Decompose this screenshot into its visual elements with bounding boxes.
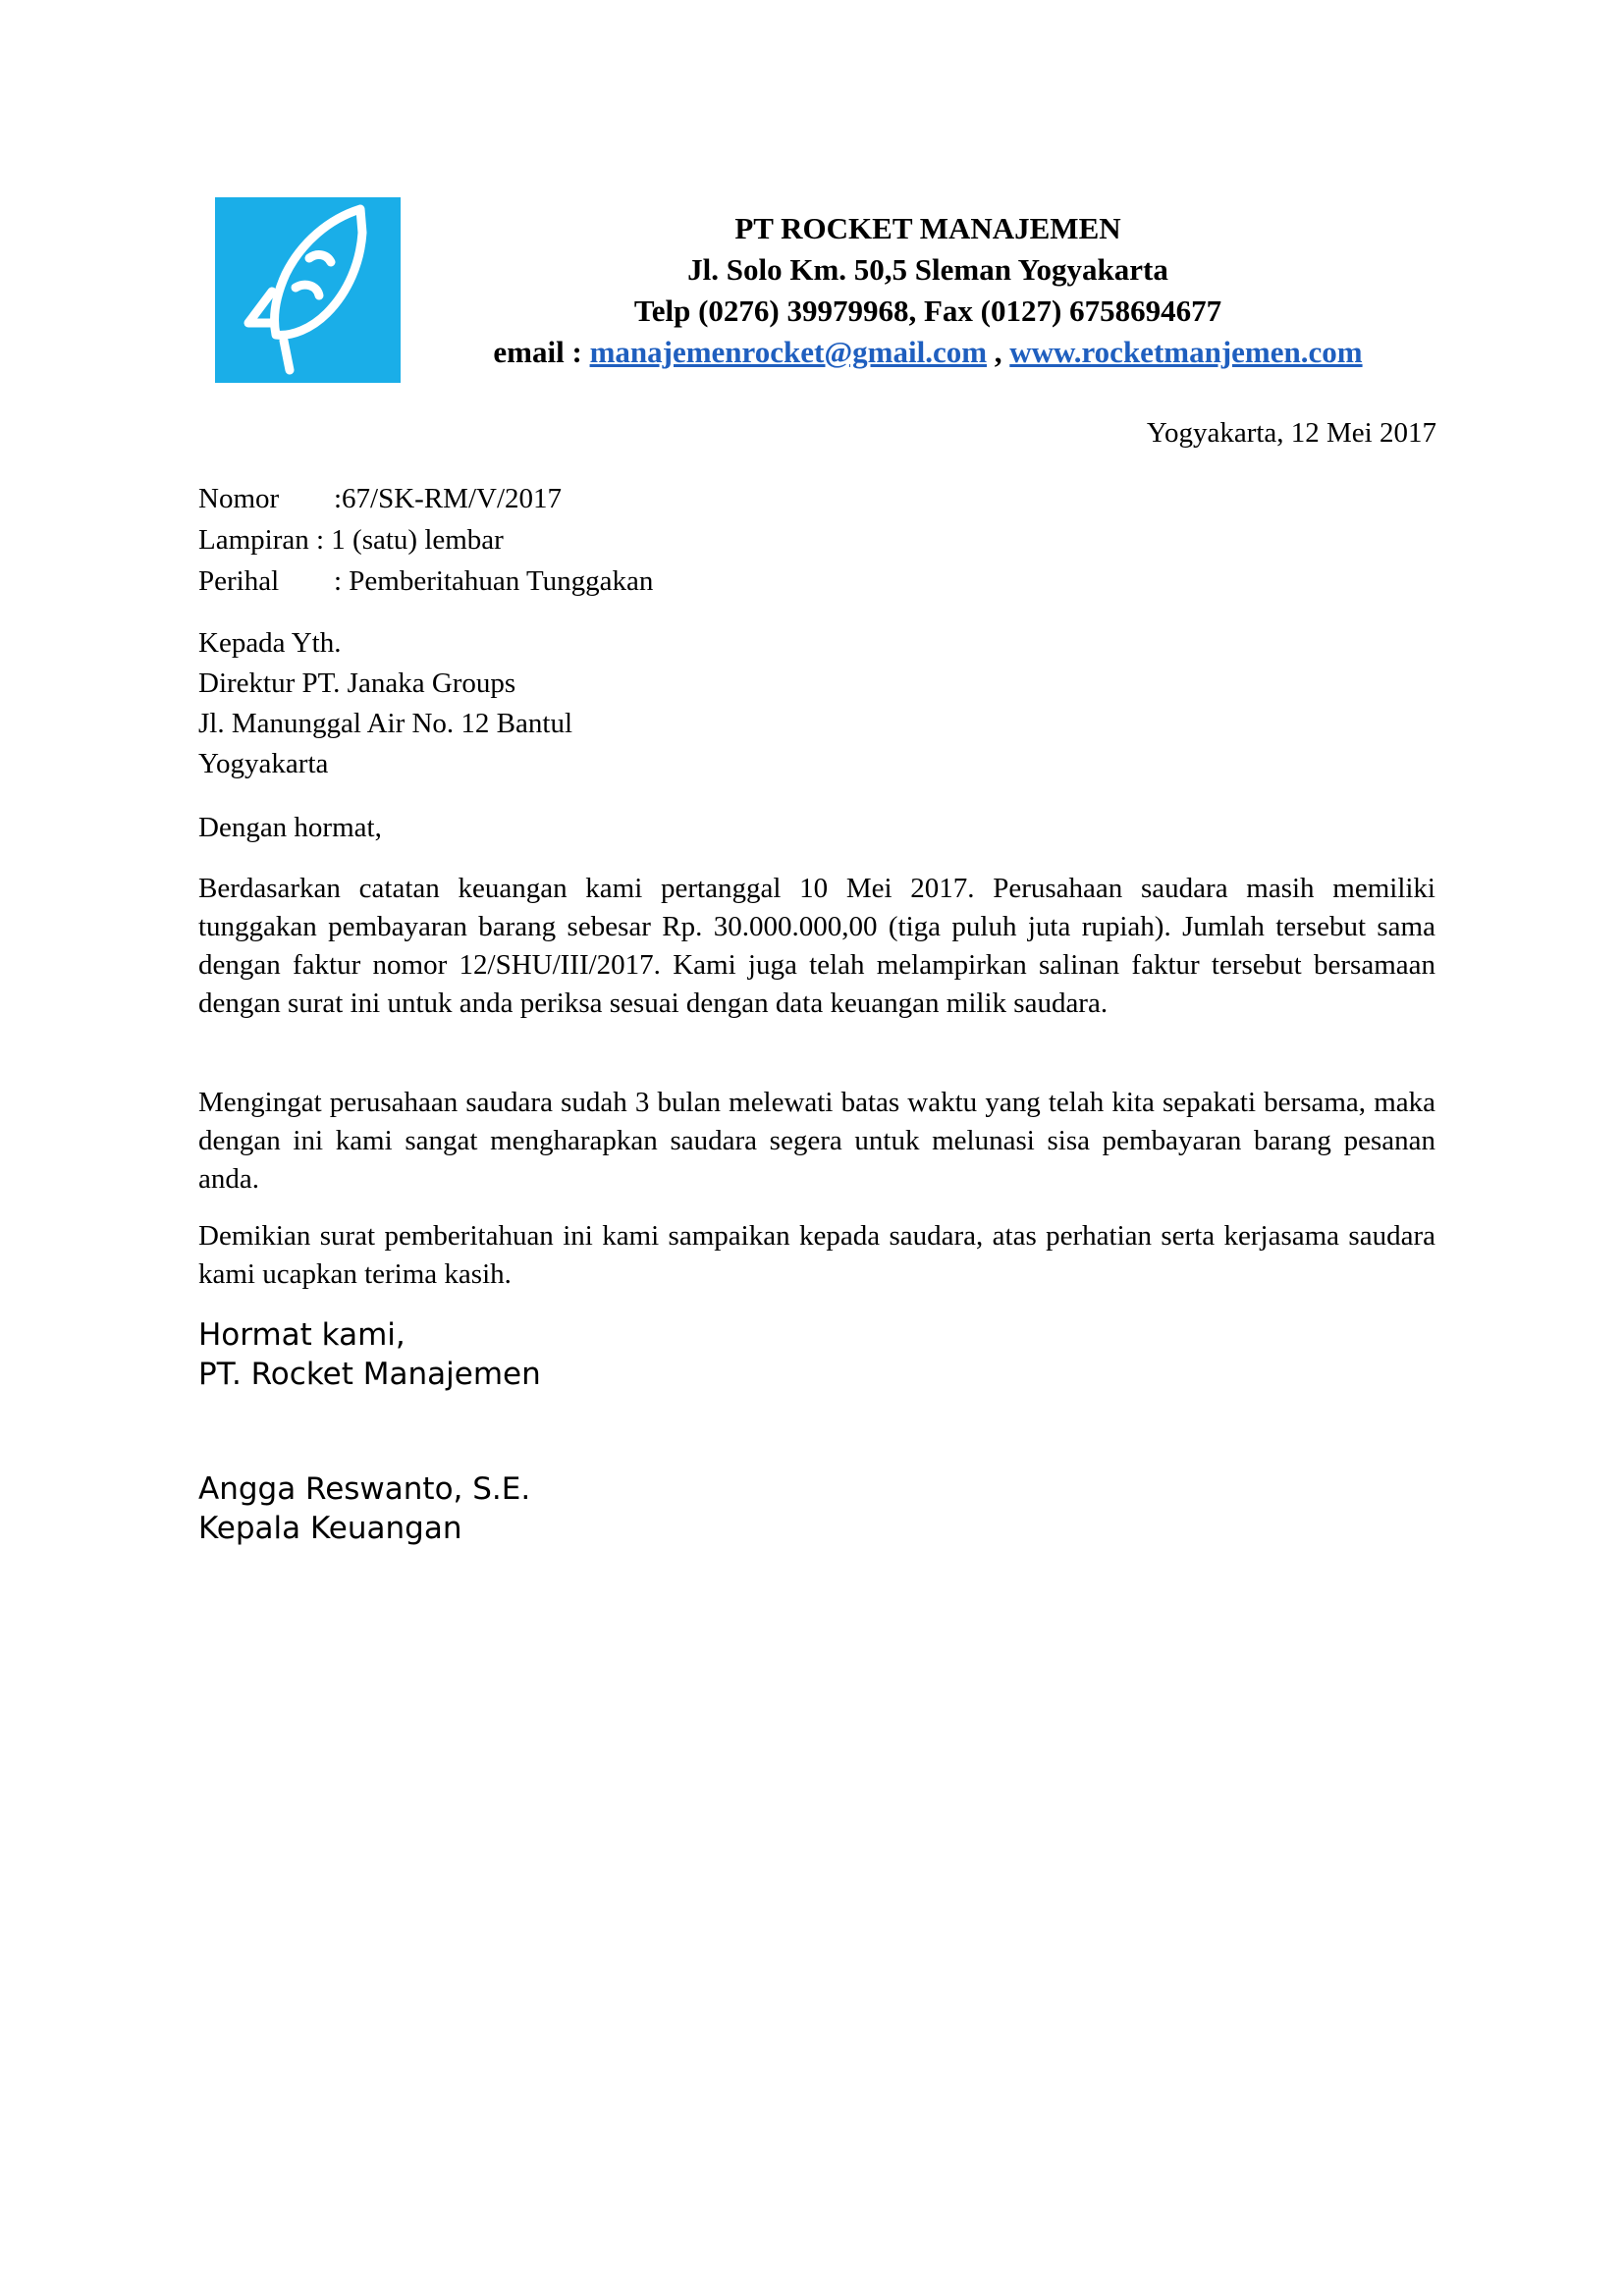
company-phone-fax: Telp (0276) 39979968, Fax (0127) 6758694677 bbox=[633, 294, 1222, 328]
contact-separator: , bbox=[987, 335, 1010, 369]
recipient-line: Yogyakarta bbox=[198, 748, 329, 779]
email-link[interactable]: manajemenrocket@gmail.com bbox=[589, 335, 988, 369]
body-paragraph-1: Berdasarkan catatan keuangan kami pertanggal 10 Mei 2017. Perusahaan saudara masih memiliki tunggakan pembayaran barang sebesar Rp. 30.000.000,00 (tiga puluh juta rupiah). Jumlah tersebut sama dengan faktur nomor 12/SHU/III/2017. Kami juga telah melampirkan salinan faktur tersebut bersamaan dengan surat ini untuk anda periksa sesuai dengan data keuangan milik saudara. bbox=[198, 873, 1435, 1019]
meta-nomor bbox=[198, 478, 653, 519]
recipient-line: Jl. Manunggal Air No. 12 Bantul bbox=[198, 708, 573, 739]
signer-title: Kepala Keuangan bbox=[198, 1511, 462, 1546]
salutation: Dengan hormat, bbox=[198, 812, 382, 843]
meta-nomor-value: :67/SK-RM/V/2017 bbox=[334, 483, 563, 514]
company-logo bbox=[215, 197, 401, 383]
letter-meta bbox=[198, 478, 653, 602]
signer-name: Angga Reswanto, S.E. bbox=[198, 1471, 531, 1507]
letterhead bbox=[432, 208, 1424, 373]
meta-lampiran-value: : 1 (satu) lembar bbox=[308, 524, 504, 556]
letter-date: Yogyakarta, 12 Mei 2017 bbox=[1146, 417, 1436, 449]
meta-perihal-value: : Pemberitahuan Tunggakan bbox=[334, 565, 654, 597]
recipient-line: Direktur PT. Janaka Groups bbox=[198, 667, 516, 699]
meta-nomor-label: Nomor bbox=[198, 483, 280, 514]
body-paragraph-3: Demikian surat pemberitahuan ini kami sampaikan kepada saudara, atas perhatian serta kerjasama saudara kami ucapkan terima kasih. bbox=[198, 1220, 1435, 1290]
website-link[interactable]: www.rocketmanjemen.com bbox=[1009, 335, 1363, 369]
closing-block bbox=[198, 1315, 541, 1394]
closing-company: PT. Rocket Manajemen bbox=[198, 1357, 541, 1392]
rocket-icon bbox=[215, 197, 401, 383]
closing-line: Hormat kami, bbox=[198, 1317, 406, 1353]
body-paragraph-2: Mengingat perusahaan saudara sudah 3 bulan melewati batas waktu yang telah kita sepakati bersama, maka dengan ini kami sangat mengharapkan saudara segera untuk melunasi sisa pembayaran barang pesanan anda. bbox=[198, 1087, 1435, 1195]
meta-lampiran-label: Lampiran bbox=[198, 524, 309, 556]
signer-block bbox=[198, 1469, 530, 1548]
meta-perihal bbox=[198, 561, 653, 602]
meta-lampiran bbox=[198, 519, 653, 561]
company-contact-line bbox=[432, 332, 1424, 373]
company-name: PT ROCKET MANAJEMEN bbox=[734, 211, 1121, 245]
company-address: Jl. Solo Km. 50,5 Sleman Yogyakarta bbox=[687, 252, 1168, 287]
recipient-line: Kepada Yth. bbox=[198, 627, 342, 659]
email-label: email : bbox=[493, 335, 590, 369]
meta-perihal-label: Perihal bbox=[198, 565, 280, 597]
recipient-block bbox=[198, 623, 572, 784]
